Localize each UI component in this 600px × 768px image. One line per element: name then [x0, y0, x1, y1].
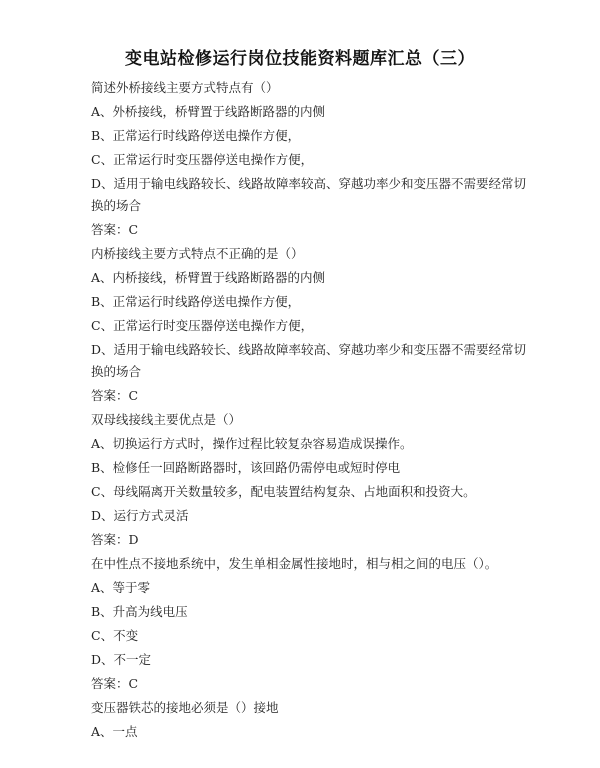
- document-title: 变电站检修运行岗位技能资料题库汇总（三）: [125, 49, 475, 69]
- question-2-option-c: C、正常运行时变压器停送电操作方便，: [91, 318, 314, 333]
- question-1-option-b: B、正常运行时线路停送电操作方便，: [91, 128, 301, 143]
- question-3-option-b: B、检修任一回路断路器时，该回路仍需停电或短时停电: [91, 460, 401, 475]
- question-2-option-b: B、正常运行时线路停送电操作方便，: [91, 294, 301, 309]
- question-1-option-d: D、适用于输电线路较长、线路故障率较高、穿越功率少和变压器不需要经常切: [91, 176, 527, 191]
- question-2-answer: 答案：C: [91, 388, 139, 403]
- question-4-option-a: A、等于零: [91, 580, 151, 595]
- question-4-option-b: B、升高为线电压: [91, 604, 188, 619]
- question-1-option-c: C、正常运行时变压器停送电操作方便，: [91, 152, 314, 167]
- question-4-stem: 在中性点不接地系统中，发生单相金属性接地时，相与相之间的电压（）。: [91, 556, 498, 571]
- question-3-answer: 答案：D: [91, 532, 139, 547]
- question-4-answer: 答案：C: [91, 676, 139, 691]
- question-2-option-a: A、内桥接线，桥臂置于线路断路器的内侧: [91, 270, 326, 285]
- question-1-option-d-cont: 换的场合: [91, 198, 142, 213]
- question-5-stem: 变压器铁芯的接地必须是（）接地: [91, 700, 279, 715]
- question-1-stem: 简述外桥接线主要方式特点有（）: [91, 80, 279, 95]
- question-5-option-a: A、一点: [91, 724, 138, 739]
- question-4-option-d: D、不一定: [91, 652, 152, 667]
- question-3-stem: 双母线接线主要优点是（）: [91, 412, 242, 427]
- question-3-option-c: C、母线隔离开关数量较多，配电装置结构复杂、占地面积和投资大。: [91, 484, 476, 499]
- question-1-answer: 答案：C: [91, 222, 139, 237]
- question-1-option-a: A、外桥接线，桥臂置于线路断路器的内侧: [91, 104, 326, 119]
- question-4-option-c: C、不变: [91, 628, 139, 643]
- question-2-option-d-cont: 换的场合: [91, 364, 142, 379]
- question-3-option-d: D、运行方式灵活: [91, 508, 189, 523]
- question-3-option-a: A、切换运行方式时，操作过程比较复杂容易造成误操作。: [91, 436, 413, 451]
- question-2-stem: 内桥接线主要方式特点不正确的是（）: [91, 246, 304, 261]
- question-2-option-d: D、适用于输电线路较长、线路故障率较高、穿越功率少和变压器不需要经常切: [91, 342, 527, 357]
